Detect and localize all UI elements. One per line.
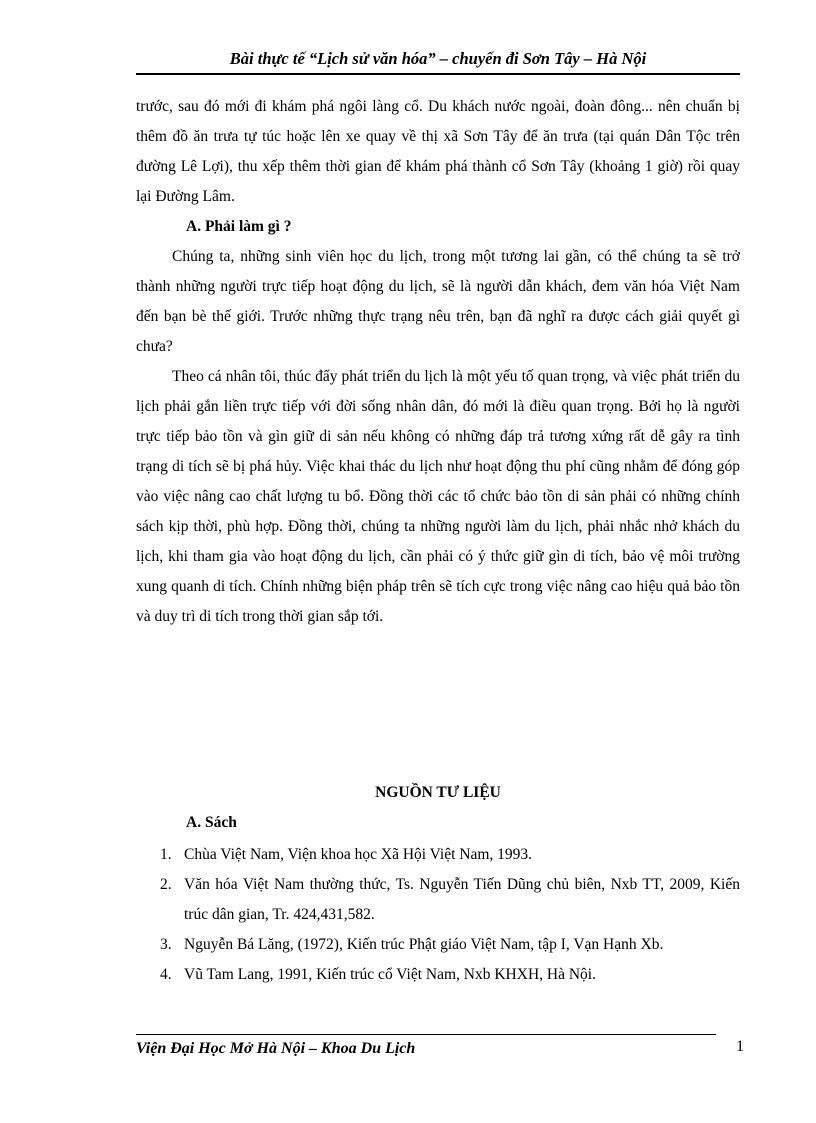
section-heading-a: A. Phải làm gì ? — [186, 218, 292, 235]
body-text — [136, 92, 740, 632]
reference-item — [136, 840, 740, 870]
sources-title: NGUỒN TƯ LIỆU — [375, 784, 501, 801]
page-header-title: Bài thực tế “Lịch sử văn hóa” – chuyến đi Sơn Tây – Hà Nội — [229, 49, 647, 68]
reference-number: 3. — [160, 936, 172, 953]
reference-number: 2. — [160, 876, 172, 893]
reference-item — [136, 930, 740, 960]
page-number: 1 — [736, 1038, 744, 1055]
reference-item — [136, 870, 740, 930]
paragraph-continuation: trước, sau đó mới đi khám phá ngôi làng cổ. Du khách nước ngoài, đoàn đông... nên chuẩn bị thêm đồ ăn trưa tự túc hoặc lên xe quay về thị xã Sơn Tây để ăn trưa (tại quán Dân Tộc trên đường Lê Lợi), thu xếp thêm thời gian để khám phá thành cổ Sơn Tây (khoảng 1 giờ) rồi quay lại Đường Lâm. — [136, 98, 740, 205]
reference-item — [136, 960, 740, 990]
reference-text: Chùa Việt Nam, Viện khoa học Xã Hội Việt Nam, 1993. — [184, 846, 533, 863]
sources-subheading-books: A. Sách — [186, 814, 237, 831]
footer-rule — [136, 1034, 716, 1035]
reference-list — [136, 840, 740, 990]
header-rule — [136, 73, 740, 75]
paragraph-students: Chúng ta, những sinh viên học du lịch, trong một tương lai gần, có thể chúng ta sẽ trở thành những người trực tiếp hoạt động du lịch, sẽ là người dẫn khách, đem văn hóa Việt Nam đến bạn bè thế giới. Trước những thực trạng nêu trên, bạn đã nghĩ ra được cách giải quyết gì chưa? — [136, 248, 740, 355]
reference-text: Vũ Tam Lang, 1991, Kiến trúc cổ Việt Nam, Nxb KHXH, Hà Nội. — [184, 966, 596, 983]
reference-number: 4. — [160, 966, 172, 983]
paragraph-opinion: Theo cá nhân tôi, thúc đẩy phát triển du lịch là một yếu tố quan trọng, và việc phát triển du lịch phải gắn liền trực tiếp với đời sống nhân dân, đó mới là điều quan trọng. Bởi họ là người trực tiếp bảo tồn và gìn giữ di sản nếu không có những đáp trả tương xứng rất dễ gây ra tình trạng di tích sẽ bị phá hủy. Việc khai thác du lịch như hoạt động thu phí cũng nhằm để đóng góp vào việc nâng cao chất lượng tu bổ. Đồng thời các tổ chức bảo tồn di sản phải có những chính sách kịp thời, phù hợp. Đồng thời, chúng ta những người làm du lịch, phải nhắc nhở khách du lịch, khi tham gia vào hoạt động du lịch, cần phải có ý thức giữ gìn di tích, bảo vệ môi trường xung quanh di tích. Chính những biện pháp trên sẽ tích cực trong việc nâng cao hiệu quả bảo tồn và duy trì di tích trong thời gian sắp tới. — [136, 368, 740, 625]
reference-text: Nguyễn Bá Lăng, (1972), Kiến trúc Phật giáo Việt Nam, tập I, Vạn Hạnh Xb. — [184, 936, 664, 953]
footer-institution: Viện Đại Học Mở Hà Nội – Khoa Du Lịch — [136, 1040, 416, 1057]
reference-number: 1. — [160, 846, 172, 863]
reference-text: Văn hóa Việt Nam thường thức, Ts. Nguyễn Tiến Dũng chủ biên, Nxb TT, 2009, Kiến trúc dân gian, Tr. 424,431,582. — [184, 876, 740, 923]
